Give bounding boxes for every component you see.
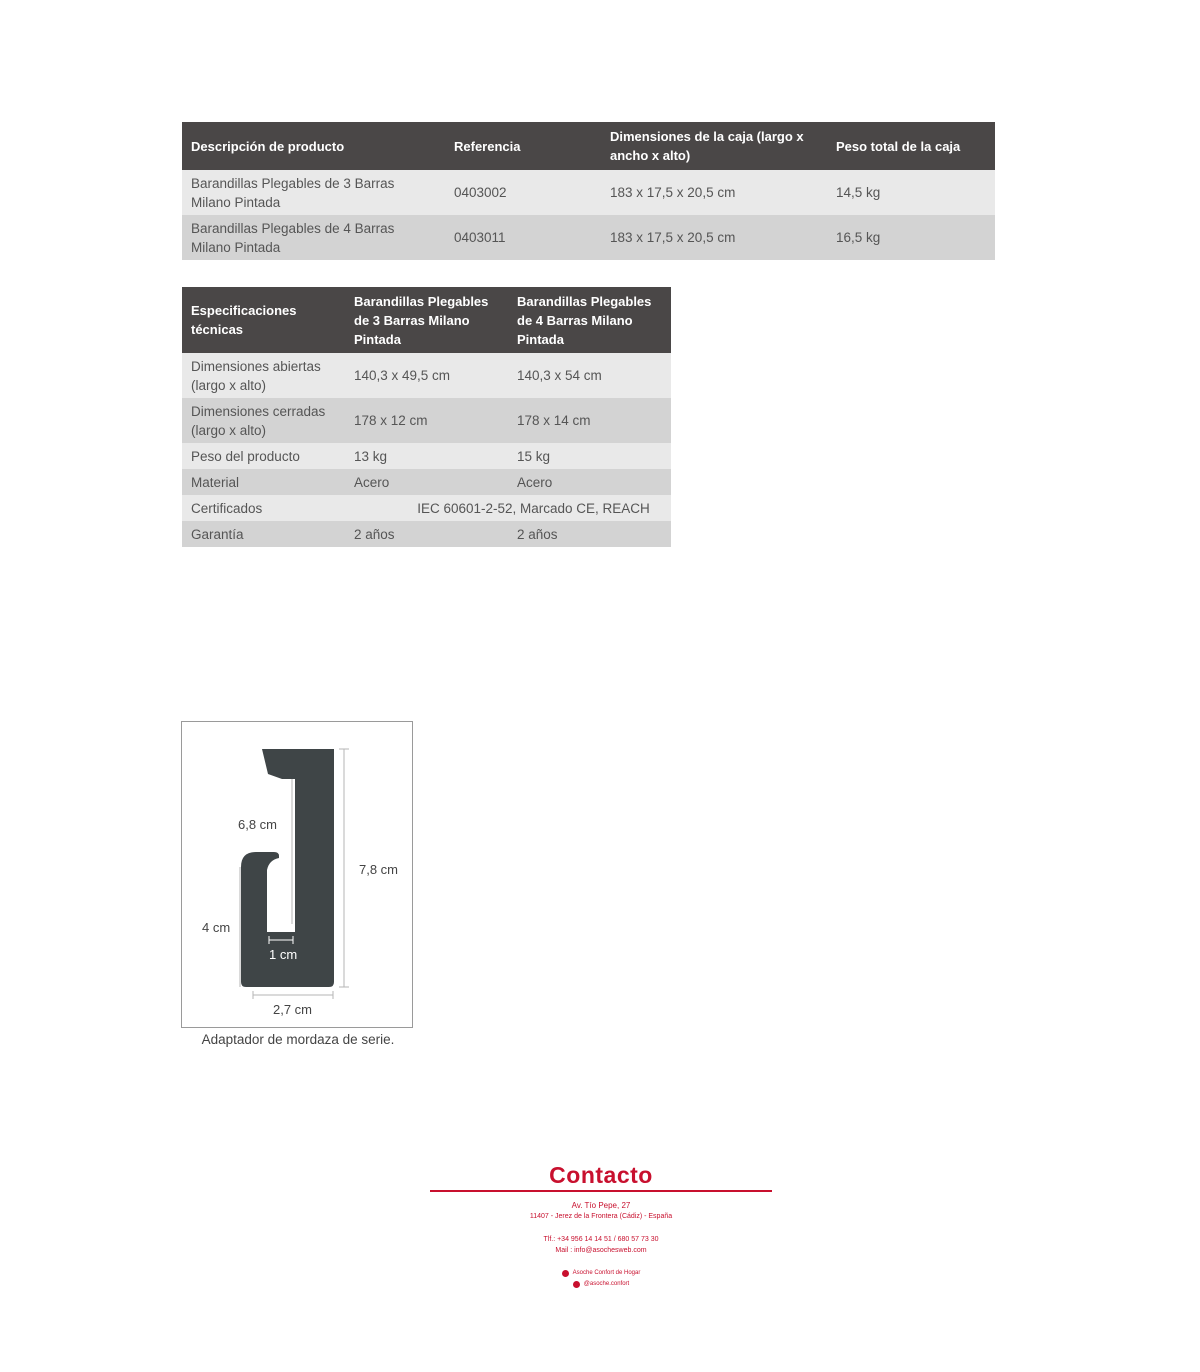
total-height-label: 7,8 cm	[359, 862, 399, 877]
column-header: Descripción de producto	[182, 122, 445, 170]
clamp-adapter-figure	[181, 721, 413, 1028]
column-header: Especificaciones técnicas	[182, 287, 345, 353]
table-cell: Dimensiones abiertas (largo x alto)	[182, 353, 345, 398]
table-cell: Peso del producto	[182, 443, 345, 469]
lower-height-label: 4 cm	[202, 920, 231, 935]
inner-height-label: 6,8 cm	[238, 817, 278, 832]
contact-title: Contacto	[549, 1162, 653, 1188]
table-cell: Garantía	[182, 521, 345, 547]
table-cell: 183 x 17,5 x 20,5 cm	[601, 215, 827, 260]
contact-address-line2: 11407 - Jerez de la Frontera (Cádiz) - España	[529, 1213, 673, 1220]
table-cell: 14,5 kg	[827, 170, 995, 215]
table-cell: Certificados	[182, 495, 345, 521]
table-cell: Acero	[345, 469, 508, 495]
table-cell: 0403002	[445, 170, 601, 215]
table-cell: 2 años	[508, 521, 671, 547]
figure-caption: Adaptador de mordaza de serie.	[201, 1032, 395, 1047]
column-header: Referencia	[445, 122, 601, 170]
table-cell: 183 x 17,5 x 20,5 cm	[601, 170, 827, 215]
table-cell: 178 x 12 cm	[345, 398, 508, 443]
table-row	[182, 469, 671, 495]
table-cell: Barandillas Plegables de 3 Barras Milano Pintada	[182, 170, 445, 215]
table-cell: 16,5 kg	[827, 215, 995, 260]
social-facebook-label: Asoche Confort de Hogar	[572, 1270, 641, 1276]
table-cell: Barandillas Plegables de 4 Barras Milano Pintada	[182, 215, 445, 260]
contact-address-line1: Av. Tío Pepe, 27	[571, 1201, 631, 1210]
column-header: Peso total de la caja	[827, 122, 995, 170]
table-cell: 140,3 x 54 cm	[508, 353, 671, 398]
social-facebook[interactable]	[430, 1268, 772, 1279]
instagram-icon	[573, 1281, 580, 1288]
table-cell: Acero	[508, 469, 671, 495]
table-cell: 178 x 14 cm	[508, 398, 671, 443]
technical-specifications-table	[182, 287, 671, 547]
social-instagram-label: @asoche.confort	[583, 1281, 630, 1287]
table-cell: IEC 60601-2-52, Marcado CE, REACH	[345, 495, 671, 521]
table-row	[182, 495, 671, 521]
total-width-label: 2,7 cm	[273, 1002, 313, 1017]
contact-section	[430, 1160, 772, 1290]
contact-divider	[430, 1190, 772, 1192]
social-instagram[interactable]	[430, 1279, 772, 1290]
table-cell: 0403011	[445, 215, 601, 260]
table-cell: 2 años	[345, 521, 508, 547]
table-row	[182, 353, 671, 398]
table-cell: 13 kg	[345, 443, 508, 469]
gap-width-label: 1 cm	[269, 947, 298, 962]
column-header: Barandillas Plegables de 3 Barras Milano Pintada	[345, 287, 508, 353]
table-cell: 140,3 x 49,5 cm	[345, 353, 508, 398]
table-row	[182, 443, 671, 469]
contact-mail[interactable]: Mail : info@asochesweb.com	[555, 1247, 647, 1254]
contact-phone: Tlf.: +34 956 14 14 51 / 680 57 73 30	[543, 1236, 659, 1243]
table-row	[182, 215, 995, 260]
table-cell: Dimensiones cerradas (largo x alto)	[182, 398, 345, 443]
table-header-row	[182, 287, 671, 353]
facebook-icon	[562, 1270, 569, 1277]
column-header: Dimensiones de la caja (largo x ancho x alto)	[601, 122, 827, 170]
table-row	[182, 521, 671, 547]
column-header: Barandillas Plegables de 4 Barras Milano Pintada	[508, 287, 671, 353]
box-dimensions-table	[182, 122, 995, 260]
table-header-row	[182, 122, 995, 170]
table-row	[182, 170, 995, 215]
table-cell: 15 kg	[508, 443, 671, 469]
table-cell: Material	[182, 469, 345, 495]
table-row	[182, 398, 671, 443]
